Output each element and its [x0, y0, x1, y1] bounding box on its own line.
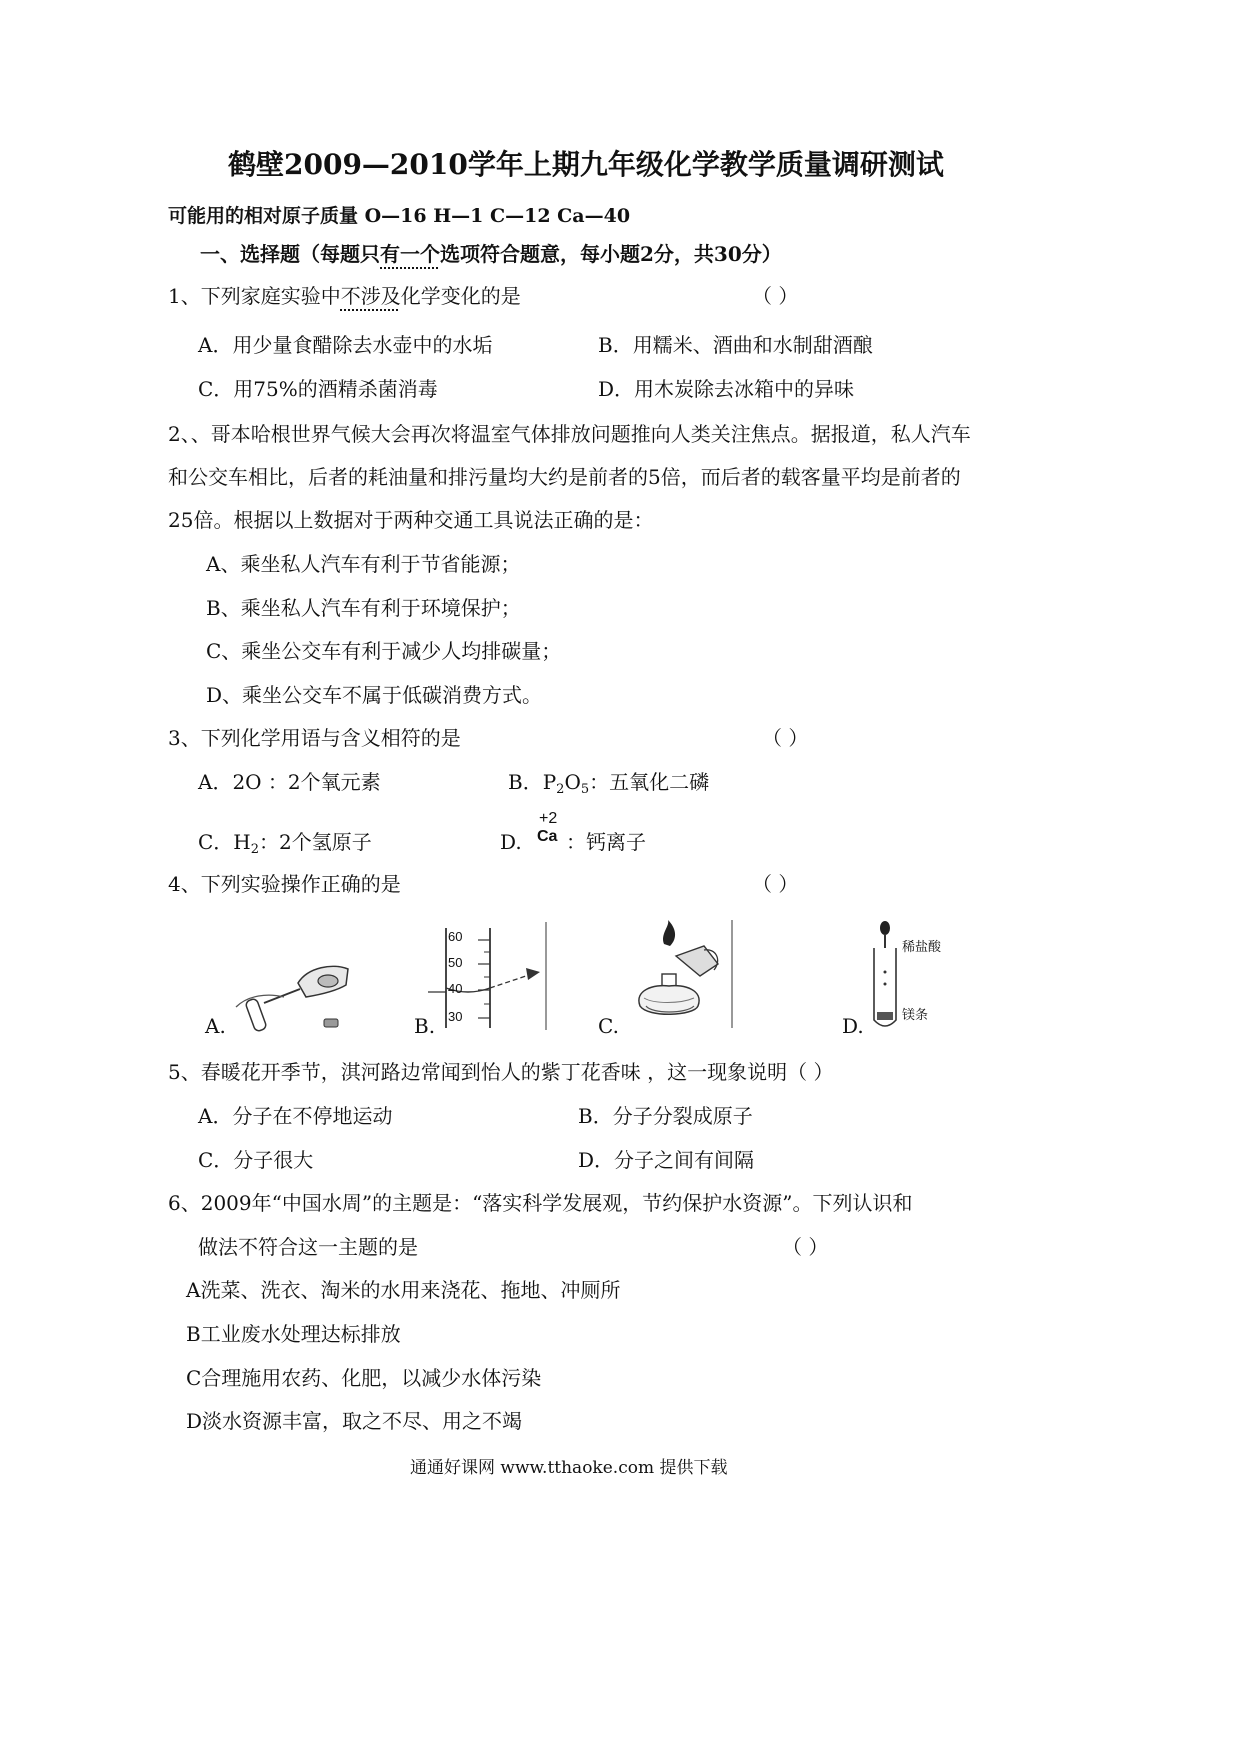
q5-option-a: A．分子在不停地运动 — [198, 1104, 393, 1128]
cylinder-tick-60: 60 — [448, 929, 463, 944]
cylinder-tick-40: 40 — [448, 981, 463, 996]
q4-answer-paren: （ ） — [752, 872, 799, 896]
q3-c-subscript: 2 — [250, 842, 260, 857]
section-heading-emphasis: 有一个 — [380, 242, 440, 266]
figure-c-alcohol-lamp — [624, 920, 736, 1034]
section-heading-suffix: 选项符合题意，每小题2分，共30分） — [440, 242, 782, 266]
q6-option-c: C合理施用农药、化肥，以减少水体污染 — [186, 1366, 542, 1390]
q3-option-a: A．2O ：2个氧元素 — [198, 770, 381, 794]
q2-option-c: C、乘坐公交车有利于减少人均排碳量； — [206, 639, 562, 663]
q4-option-d: D. — [842, 1014, 864, 1038]
q1-option-a: A．用少量食醋除去水壶中的水垢 — [198, 333, 493, 357]
q1-answer-paren: （ ） — [752, 284, 799, 308]
cylinder-tick-30: 30 — [448, 1009, 463, 1024]
q3-option-d-symbol: Ca — [537, 828, 558, 845]
q5-option-c: C．分子很大 — [198, 1148, 314, 1172]
q3-option-c — [198, 830, 372, 862]
label-magnesium-strip: 镁条 — [902, 1008, 929, 1023]
q1-stem-part: 化学变化的是 — [400, 284, 521, 308]
q6-line-2: 做法不符合这一主题的是 — [198, 1235, 418, 1259]
q5-option-b: B．分子分裂成原子 — [578, 1104, 753, 1128]
q1-option-b: B．用糯米、酒曲和水制甜酒酿 — [598, 333, 873, 357]
q6-option-b: B工业废水处理达标排放 — [186, 1322, 401, 1346]
q2-option-a: A、乘坐私人汽车有利于节省能源； — [206, 552, 521, 576]
atomic-masses: 可能用的相对原子质量 O—16 H—1 C—12 Ca—40 — [168, 205, 631, 227]
q3-b-text: O — [564, 770, 581, 794]
q4-option-b: B. — [414, 1014, 436, 1038]
q6-answer-paren: （ ） — [782, 1235, 829, 1259]
q3-c-text: C．H — [198, 830, 251, 854]
exam-title: 鹤壁2009—2010学年上期九年级化学教学质量调研测试 — [228, 148, 944, 181]
q2-line-3: 25倍。根据以上数据对于两种交通工具说法正确的是： — [168, 508, 654, 532]
q6-option-a: A洗菜、洗衣、淘米的水用来浇花、拖地、冲厕所 — [186, 1278, 621, 1302]
q1-option-c: C．用75%的酒精杀菌消毒 — [198, 377, 438, 401]
q5-option-d: D．分子之间有间隔 — [578, 1148, 755, 1172]
figure-b-graduated-cylinder — [428, 922, 550, 1032]
q4-stem: 4、下列实验操作正确的是 — [168, 872, 401, 896]
q6-option-d: D淡水资源丰富，取之不尽、用之不竭 — [186, 1409, 523, 1433]
section-heading — [200, 242, 782, 266]
q1-stem-emphasis: 不涉及 — [340, 284, 401, 308]
q2-line-2: 和公交车相比，后者的耗油量和排污量均大约是前者的5倍，而后者的载客量平均是前者的 — [168, 465, 961, 489]
q4-option-c: C. — [598, 1014, 619, 1038]
q2-option-d: D、乘坐公交车不属于低碳消费方式。 — [206, 683, 543, 707]
q2-line-1: 2、、哥本哈根世界气候大会再次将温室气体排放问题推向人类关注焦点。据报道，私人汽车 — [168, 422, 971, 446]
q3-stem: 3、下列化学用语与含义相符的是 — [168, 726, 461, 750]
q5-stem: 5、春暖花开季节，淇河路边常闻到怡人的紫丁花香味 ，这一现象说明（ ） — [168, 1060, 834, 1084]
q2-option-b: B、乘坐私人汽车有利于环境保护； — [206, 596, 521, 620]
q3-b-text: B．P — [508, 770, 557, 794]
q3-b-subscript: 2 — [556, 782, 565, 797]
cylinder-tick-50: 50 — [448, 955, 463, 970]
q3-c-text: ：2个氢原子 — [259, 830, 372, 854]
q4-option-a: A. — [205, 1014, 226, 1038]
q1-stem-part: 1、下列家庭实验中 — [168, 284, 341, 308]
q3-answer-paren: （ ） — [762, 726, 809, 750]
q3-option-b — [508, 770, 709, 802]
figure-d-dropper-test-tube — [868, 920, 902, 1032]
q3-b-text: ：五氧化二磷 — [589, 770, 710, 794]
q6-line-1: 6、2009年“中国水周”的主题是：“落实科学发展观，节约保护水资源”。下列认识和 — [168, 1191, 913, 1215]
q3-b-subscript: 5 — [580, 782, 590, 797]
label-dilute-hcl: 稀盐酸 — [902, 940, 942, 955]
q3-option-d-label: D. — [500, 830, 522, 854]
section-heading-prefix: 一、选择题（每题只 — [200, 242, 380, 266]
q3-option-d-text: ：钙离子 — [566, 830, 646, 854]
q1-stem — [168, 284, 521, 308]
q3-option-d-charge: +2 — [539, 810, 558, 827]
footer-download-note[interactable]: 通通好课网 www.tthaoke.com 提供下载 — [410, 1458, 728, 1478]
figure-a-pouring-liquid — [228, 955, 358, 1033]
q1-option-d: D．用木炭除去冰箱中的异味 — [598, 377, 855, 401]
